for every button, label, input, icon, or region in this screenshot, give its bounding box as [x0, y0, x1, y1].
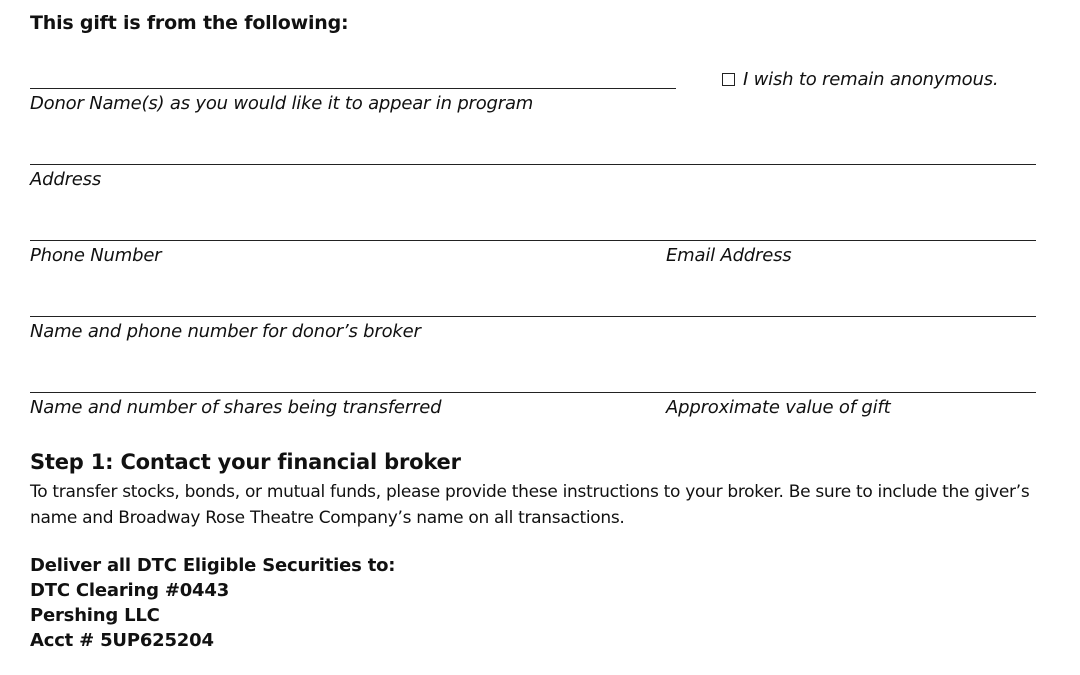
- address-field[interactable]: [30, 164, 1036, 165]
- address-label: Address: [30, 169, 101, 190]
- phone-email-field[interactable]: [30, 240, 1036, 241]
- dtc-clearing: DTC Clearing #0443: [30, 580, 230, 601]
- broker-label: Name and phone number for donor’s broker: [30, 321, 421, 342]
- firm-name: Pershing LLC: [30, 605, 160, 626]
- delivery-heading: Deliver all DTC Eligible Securities to:: [30, 555, 396, 576]
- anonymous-checkbox[interactable]: [722, 73, 735, 86]
- email-label: Email Address: [666, 245, 792, 266]
- shares-label: Name and number of shares being transferred: [30, 397, 442, 418]
- account-number: Acct # 5UP625204: [30, 630, 214, 651]
- anonymous-label: I wish to remain anonymous.: [743, 69, 999, 90]
- phone-label: Phone Number: [30, 245, 162, 266]
- broker-field[interactable]: [30, 316, 1036, 317]
- donor-name-label: Donor Name(s) as you would like it to appear in program: [30, 93, 534, 114]
- donor-name-field[interactable]: [30, 88, 676, 89]
- form-heading: This gift is from the following:: [30, 12, 349, 34]
- step1-title: Step 1: Contact your financial broker: [30, 450, 461, 474]
- shares-value-field[interactable]: [30, 392, 1036, 393]
- anonymous-option[interactable]: [722, 69, 998, 90]
- step1-instructions: To transfer stocks, bonds, or mutual funds, please provide these instructions to your broker. Be sure to include the giver’s name and Broadway Rose Theatre Company’s name on all transactions.: [30, 482, 1030, 528]
- value-label: Approximate value of gift: [666, 397, 891, 418]
